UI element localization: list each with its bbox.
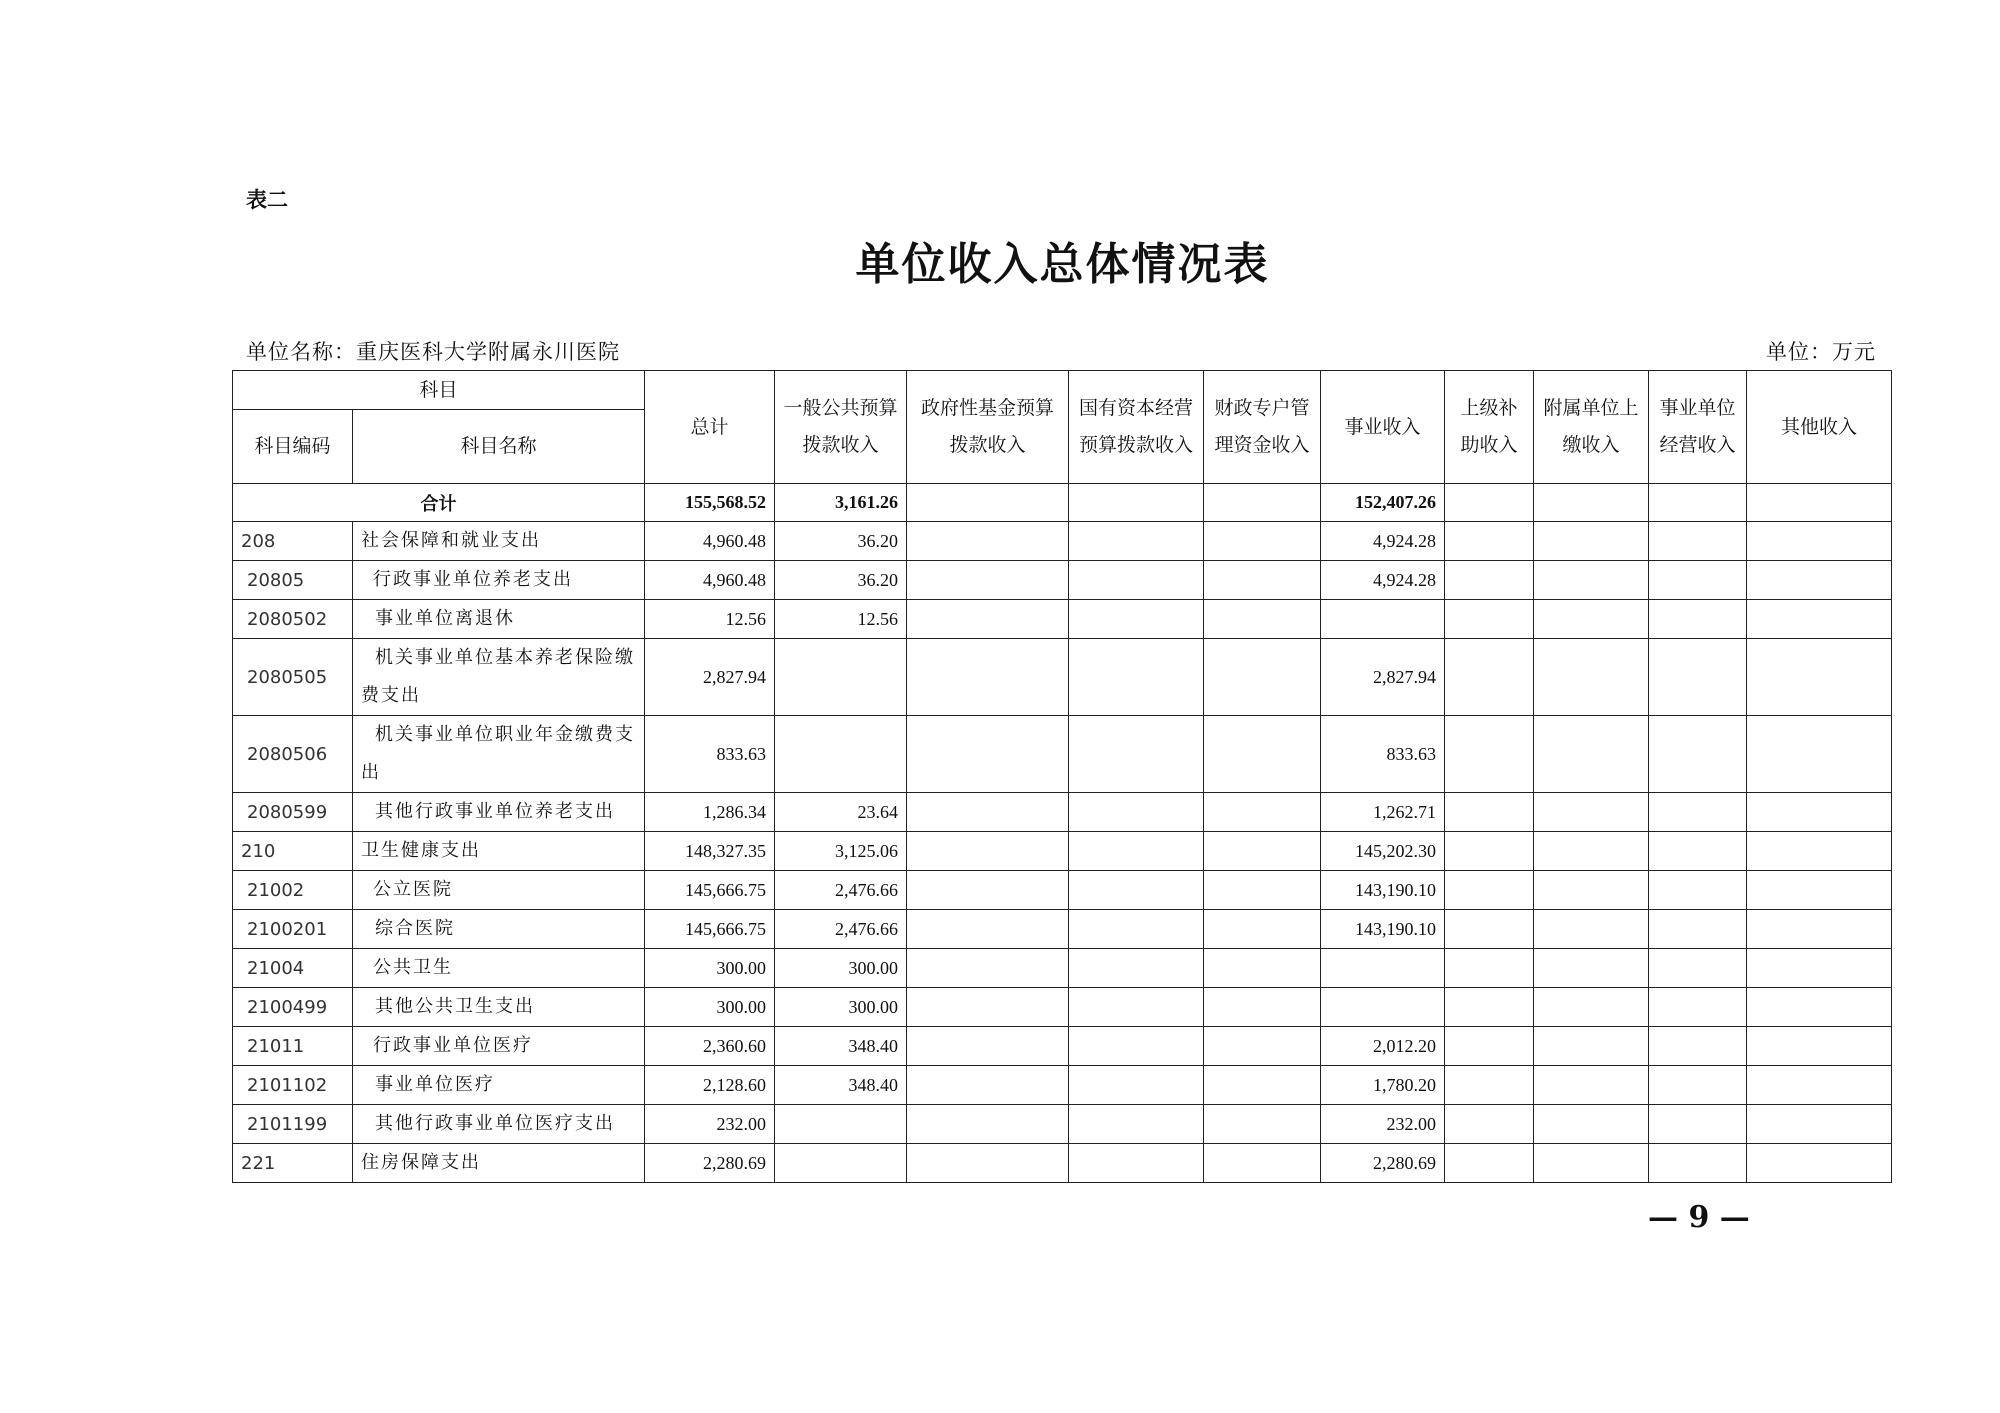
row-total: 1,286.34: [645, 793, 775, 832]
header-general-budget: 一般公共预算拨款收入: [775, 371, 907, 484]
row-name: 住房保障支出: [353, 1144, 645, 1183]
row-name: 卫生健康支出: [353, 832, 645, 871]
row-general-budget: 36.20: [775, 522, 907, 561]
row-code: 2101199: [233, 1105, 353, 1144]
page-number: — 9 —: [1648, 1200, 1750, 1235]
row-total: 148,327.35: [645, 832, 775, 871]
row-business-income: 833.63: [1321, 716, 1445, 793]
header-total: 总计: [645, 371, 775, 484]
header-other: 其他收入: [1747, 371, 1892, 484]
header-business-income: 事业收入: [1321, 371, 1445, 484]
row-general-budget: 2,476.66: [775, 910, 907, 949]
row-name: 行政事业单位医疗: [353, 1027, 645, 1066]
row-total: 2,360.60: [645, 1027, 775, 1066]
row-business-income: 1,262.71: [1321, 793, 1445, 832]
row-code: 2100201: [233, 910, 353, 949]
row-business-income: 4,924.28: [1321, 522, 1445, 561]
row-total: 4,960.48: [645, 561, 775, 600]
row-total: 300.00: [645, 988, 775, 1027]
row-name: 公共卫生: [353, 949, 645, 988]
row-general-budget: [775, 639, 907, 716]
table-row: [233, 1144, 1892, 1183]
table-row: [233, 561, 1892, 600]
row-name: 行政事业单位养老支出: [353, 561, 645, 600]
row-code: 2080505: [233, 639, 353, 716]
table-row: [233, 871, 1892, 910]
row-name: 事业单位离退休: [353, 600, 645, 639]
table-row: [233, 600, 1892, 639]
total-general-budget: 3,161.26: [775, 484, 907, 522]
table-row: [233, 832, 1892, 871]
row-total: 2,128.60: [645, 1066, 775, 1105]
row-name: [353, 639, 645, 716]
table-label: 表二: [246, 188, 288, 212]
row-general-budget: [775, 1144, 907, 1183]
header-code: 科目编码: [233, 410, 353, 484]
header-superior-subsidy: 上级补助收入: [1445, 371, 1534, 484]
row-code: 21002: [233, 871, 353, 910]
row-code: 20805: [233, 561, 353, 600]
row-general-budget: [775, 716, 907, 793]
header-gov-fund: 政府性基金预算拨款收入: [907, 371, 1069, 484]
row-code: 2080599: [233, 793, 353, 832]
row-general-budget: 3,125.06: [775, 832, 907, 871]
row-name: 社会保障和就业支出: [353, 522, 645, 561]
row-total: 12.56: [645, 600, 775, 639]
row-code: 210: [233, 832, 353, 871]
table-row: [233, 639, 1892, 716]
row-general-budget: 300.00: [775, 988, 907, 1027]
row-total: 300.00: [645, 949, 775, 988]
row-name-line1: 机关事业单位职业年金缴费支: [375, 724, 635, 745]
row-business-income: 143,190.10: [1321, 910, 1445, 949]
table-row: [233, 716, 1892, 793]
row-total: 145,666.75: [645, 910, 775, 949]
row-business-income: 2,280.69: [1321, 1144, 1445, 1183]
row-general-budget: 23.64: [775, 793, 907, 832]
row-business-income: [1321, 949, 1445, 988]
header-affiliated: 附属单位上缴收入: [1534, 371, 1649, 484]
header-subject: 科目: [233, 371, 645, 410]
row-business-income: 4,924.28: [1321, 561, 1445, 600]
header-fiscal-special: 财政专户管理资金收入: [1204, 371, 1321, 484]
row-general-budget: 348.40: [775, 1027, 907, 1066]
table-row: [233, 910, 1892, 949]
row-code: 221: [233, 1144, 353, 1183]
row-name: 其他公共卫生支出: [353, 988, 645, 1027]
row-business-income: 232.00: [1321, 1105, 1445, 1144]
row-business-income: [1321, 600, 1445, 639]
row-name: 其他行政事业单位医疗支出: [353, 1105, 645, 1144]
row-name-line2: 费支出: [361, 685, 421, 706]
row-total: 145,666.75: [645, 871, 775, 910]
row-code: 2080502: [233, 600, 353, 639]
row-general-budget: 12.56: [775, 600, 907, 639]
row-general-budget: 36.20: [775, 561, 907, 600]
row-general-budget: 300.00: [775, 949, 907, 988]
row-code: 2101102: [233, 1066, 353, 1105]
header-name: 科目名称: [353, 410, 645, 484]
row-name-line1: 机关事业单位基本养老保险缴: [375, 647, 635, 668]
total-label: 合计: [233, 484, 645, 522]
row-code: 2100499: [233, 988, 353, 1027]
row-name: 公立医院: [353, 871, 645, 910]
row-name: [353, 716, 645, 793]
row-business-income: 2,012.20: [1321, 1027, 1445, 1066]
row-business-income: 1,780.20: [1321, 1066, 1445, 1105]
row-code: 21004: [233, 949, 353, 988]
total-row: [233, 484, 1892, 522]
row-total: 2,827.94: [645, 639, 775, 716]
row-name: 综合医院: [353, 910, 645, 949]
row-total: 833.63: [645, 716, 775, 793]
total-total: 155,568.52: [645, 484, 775, 522]
table-row: [233, 949, 1892, 988]
row-total: 232.00: [645, 1105, 775, 1144]
row-business-income: 145,202.30: [1321, 832, 1445, 871]
row-code: 21011: [233, 1027, 353, 1066]
row-name: 其他行政事业单位养老支出: [353, 793, 645, 832]
row-general-budget: 2,476.66: [775, 871, 907, 910]
total-business-income: 152,407.26: [1321, 484, 1445, 522]
row-business-income: [1321, 988, 1445, 1027]
table-row: [233, 1027, 1892, 1066]
row-general-budget: 348.40: [775, 1066, 907, 1105]
row-total: 2,280.69: [645, 1144, 775, 1183]
income-table: [232, 370, 1892, 1183]
row-name-line2: 出: [361, 762, 381, 783]
table-row: [233, 1066, 1892, 1105]
row-total: 4,960.48: [645, 522, 775, 561]
row-code: 2080506: [233, 716, 353, 793]
header-state-capital: 国有资本经营预算拨款收入: [1069, 371, 1204, 484]
row-general-budget: [775, 1105, 907, 1144]
row-business-income: 2,827.94: [1321, 639, 1445, 716]
row-business-income: 143,190.10: [1321, 871, 1445, 910]
table-row: [233, 988, 1892, 1027]
header-operating: 事业单位经营收入: [1649, 371, 1747, 484]
unit-name: 单位名称：重庆医科大学附属永川医院: [246, 340, 620, 364]
table-row: [233, 793, 1892, 832]
row-name: 事业单位医疗: [353, 1066, 645, 1105]
row-code: 208: [233, 522, 353, 561]
page-title: 单位收入总体情况表: [855, 239, 1270, 290]
table-row: [233, 522, 1892, 561]
table-row: [233, 1105, 1892, 1144]
unit-money: 单位：万元: [1766, 340, 1876, 364]
